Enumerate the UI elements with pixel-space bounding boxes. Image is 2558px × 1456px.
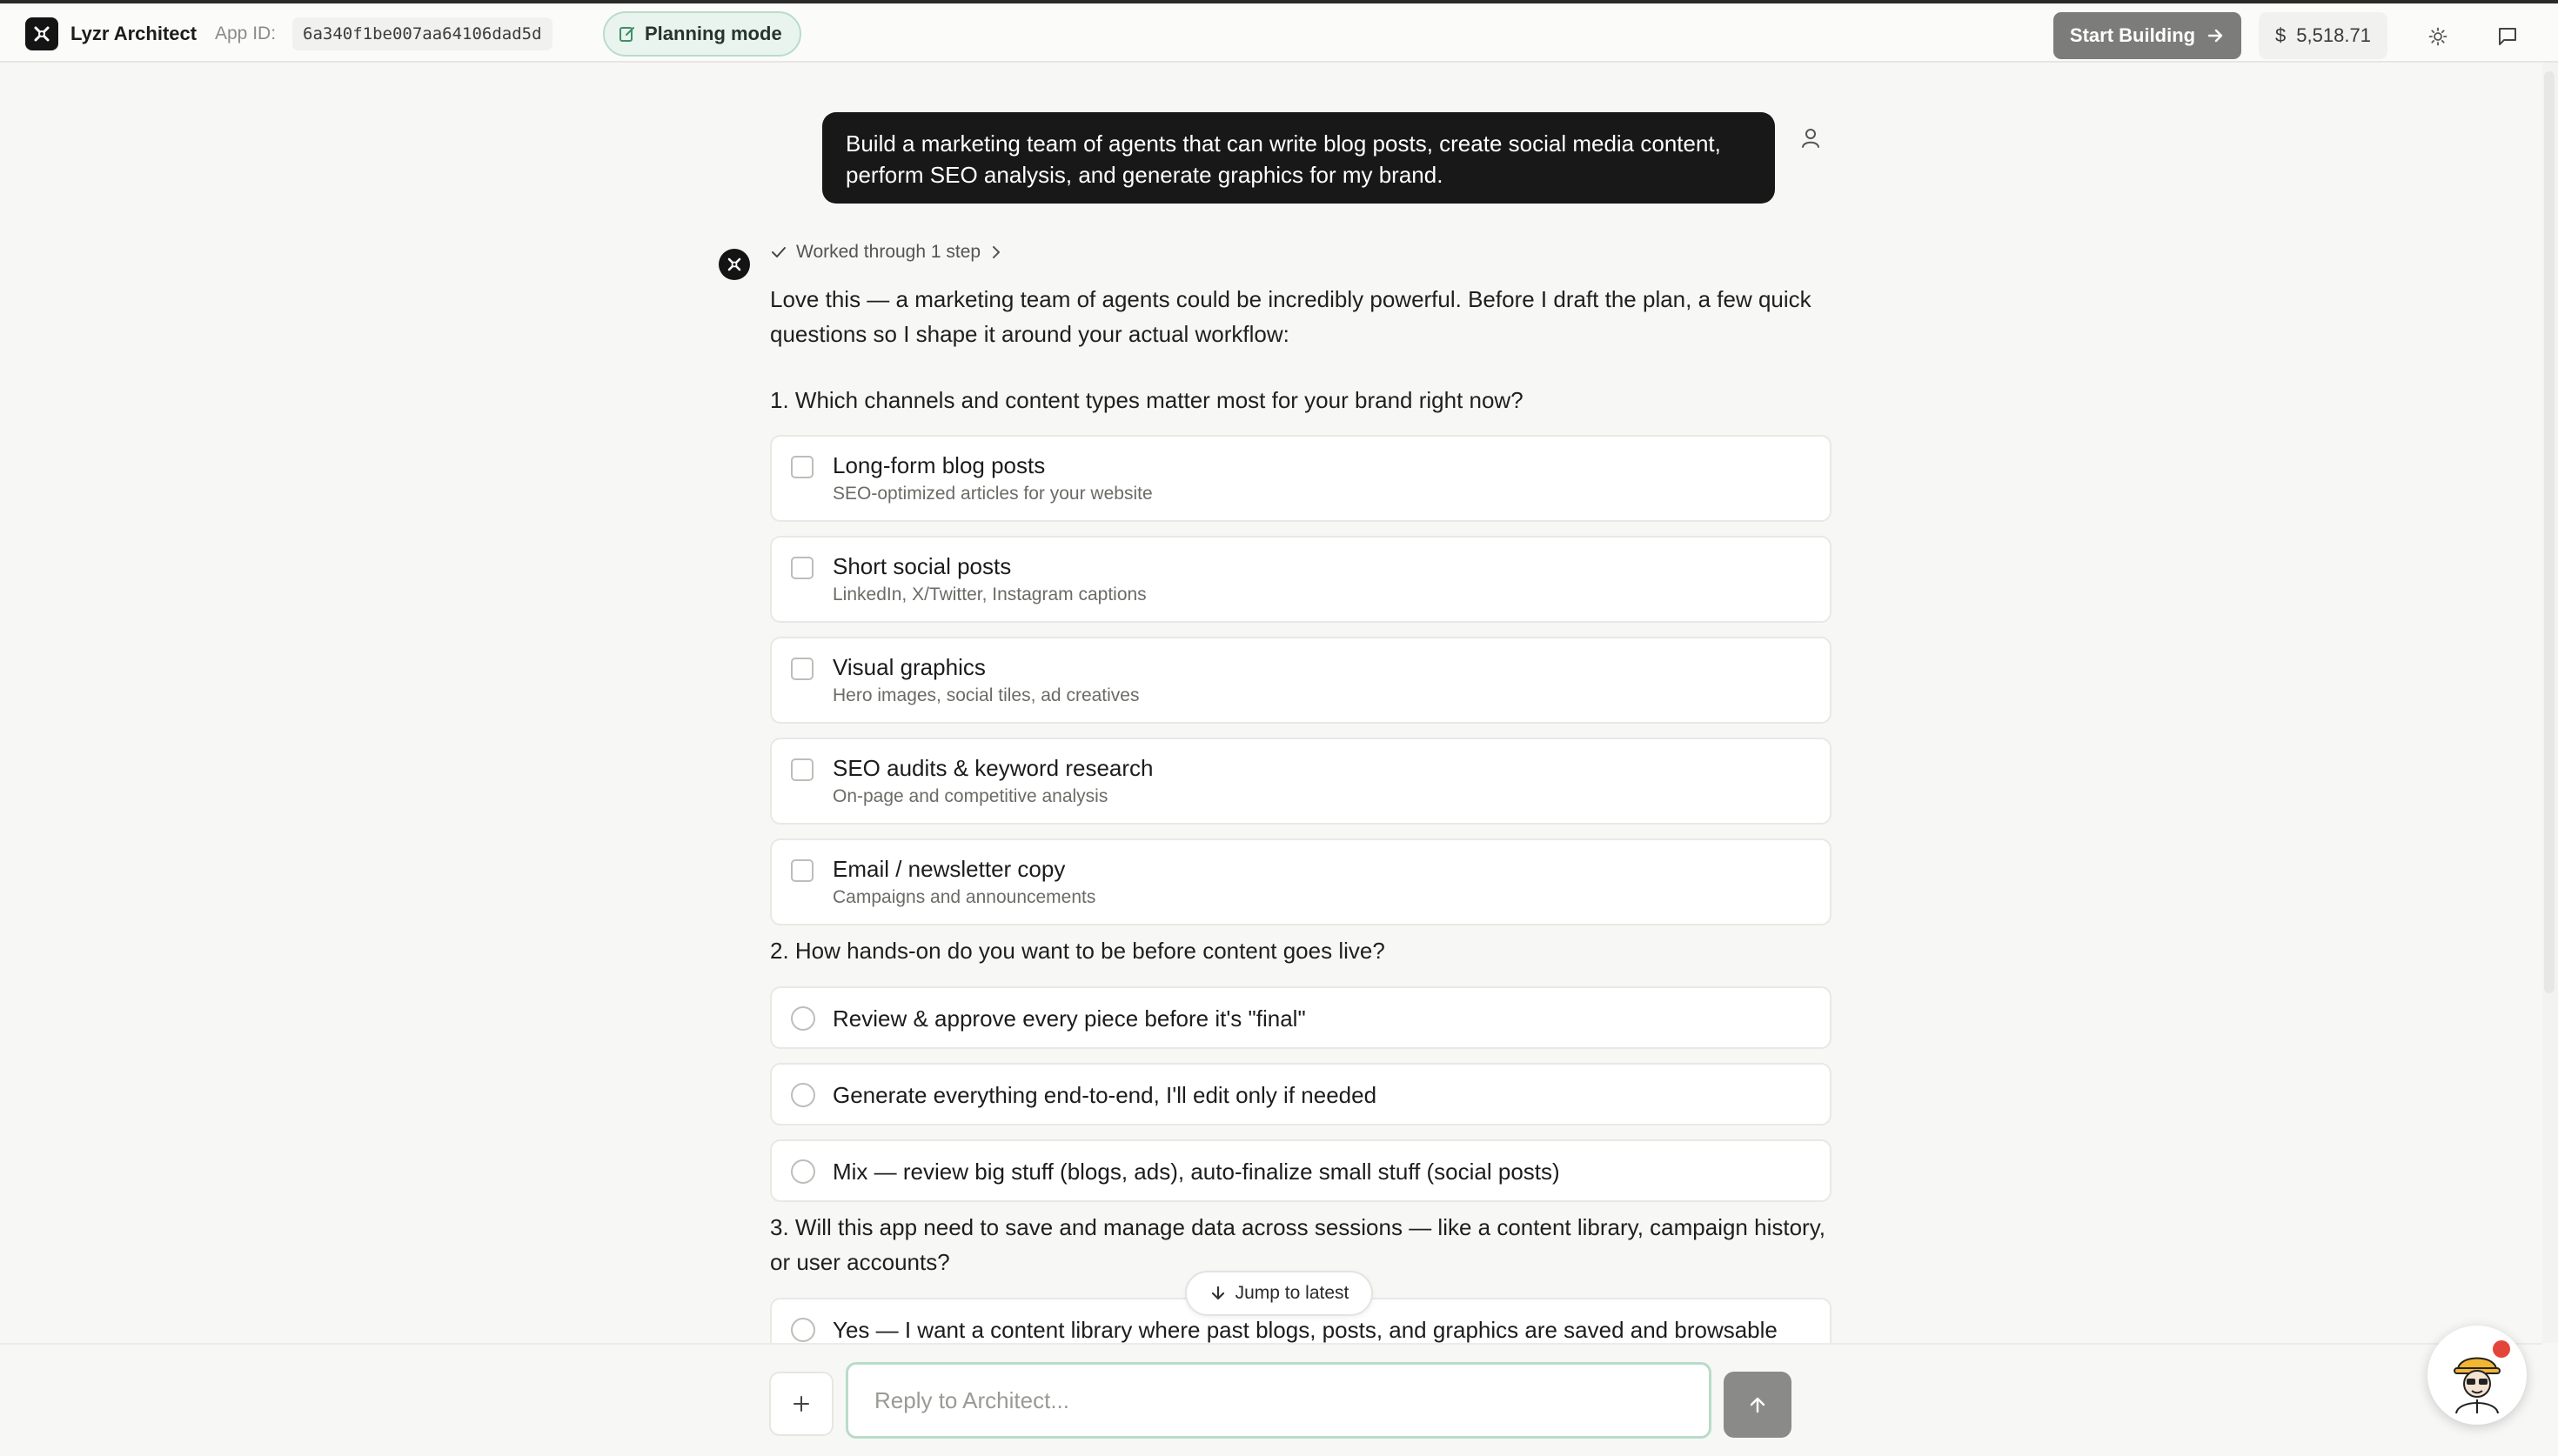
option-title: Short social posts [833, 553, 1012, 579]
option-checkbox[interactable] [791, 456, 814, 478]
radio-option[interactable] [770, 1139, 1831, 1202]
radio-button[interactable] [791, 1006, 815, 1031]
edit-note-icon [619, 25, 636, 43]
option-title: SEO audits & keyword research [833, 755, 1154, 781]
app-id-value[interactable]: 6a340f1be007aa64106dad5d [292, 17, 552, 50]
attach-button[interactable] [769, 1372, 834, 1436]
option-title: Long-form blog posts [833, 452, 1046, 478]
radio-button[interactable] [791, 1318, 815, 1342]
worked-steps-toggle[interactable] [770, 238, 1003, 266]
option-card[interactable] [770, 838, 1831, 925]
option-checkbox[interactable] [791, 859, 814, 882]
option-card[interactable] [770, 637, 1831, 724]
question-1-text: 1. Which channels and content types matter most for your brand right now? [770, 387, 1523, 413]
user-message-bubble: Build a marketing team of agents that can write blog posts, create social media content, perform SEO analysis, and generate graphics for my brand. [822, 112, 1775, 204]
radio-option-label: Review & approve every piece before it's "final" [833, 1005, 1306, 1032]
dollar-icon: $ [2275, 24, 2287, 46]
option-title: Email / newsletter copy [833, 856, 1066, 882]
arrow-right-icon [2206, 26, 2225, 45]
scrollbar-thumb[interactable] [2544, 71, 2555, 993]
reply-input[interactable] [846, 1362, 1711, 1439]
radio-option[interactable] [770, 1063, 1831, 1125]
user-avatar-icon [1798, 125, 1824, 151]
chat-bubble-icon [2496, 25, 2519, 48]
app-id-label: App ID: [215, 23, 277, 43]
feedback-button[interactable] [2490, 19, 2525, 54]
radio-button[interactable] [791, 1159, 815, 1184]
start-building-button[interactable] [2053, 12, 2241, 59]
option-title: Visual graphics [833, 654, 986, 680]
plus-icon [792, 1394, 811, 1413]
radio-option-label: Yes — I want a content library where past blogs, posts, and graphics are saved and browsable [833, 1317, 1778, 1343]
planning-mode-label: Planning mode [645, 23, 782, 44]
worked-steps-label: Worked through 1 step [796, 242, 981, 262]
option-subtitle: Campaigns and announcements [833, 887, 1096, 907]
arrow-up-icon [1747, 1394, 1768, 1415]
jump-to-latest-button[interactable] [1185, 1271, 1373, 1316]
app-name: Lyzr Architect [70, 23, 198, 44]
option-checkbox[interactable] [791, 557, 814, 579]
arrow-down-icon [1209, 1285, 1227, 1302]
lyzr-logo-icon[interactable] [25, 17, 58, 50]
architect-avatar-icon [719, 249, 750, 280]
send-button[interactable] [1724, 1372, 1791, 1438]
radio-option[interactable] [770, 986, 1831, 1049]
option-checkbox[interactable] [791, 758, 814, 781]
option-checkbox[interactable] [791, 658, 814, 680]
credits-display[interactable] [2259, 12, 2387, 59]
option-subtitle: LinkedIn, X/Twitter, Instagram captions [833, 584, 1147, 604]
start-building-label: Start Building [2069, 24, 2196, 46]
check-icon [770, 244, 787, 261]
option-card[interactable] [770, 536, 1831, 623]
credits-value: 5,518.71 [2296, 24, 2371, 46]
radio-button[interactable] [791, 1083, 815, 1107]
option-subtitle: SEO-optimized articles for your website [833, 484, 1153, 504]
sun-icon [2428, 27, 2448, 46]
option-subtitle: On-page and competitive analysis [833, 786, 1108, 806]
assistant-intro-text: Love this — a marketing team of agents could be incredibly powerful. Before I draft the plan, a few quick questions so I shape it around your actual workflow: [770, 286, 1811, 347]
option-subtitle: Hero images, social tiles, ad creatives [833, 685, 1140, 705]
question-2-text: 2. How hands-on do you want to be before content goes live? [770, 938, 1385, 964]
architect-mascot-icon[interactable] [2427, 1326, 2527, 1425]
chevron-right-icon [989, 245, 1003, 259]
radio-option-label: Generate everything end-to-end, I'll edit only if needed [833, 1082, 1377, 1108]
question-3-text: 3. Will this app need to save and manage data across sessions — like a content library, campaign history, or user accounts? [770, 1214, 1825, 1275]
planning-mode-button[interactable] [603, 11, 801, 57]
radio-option-label: Mix — review big stuff (blogs, ads), auto-finalize small stuff (social posts) [833, 1159, 1560, 1185]
theme-toggle-button[interactable] [2421, 19, 2455, 54]
top-header [0, 3, 2558, 63]
option-card[interactable] [770, 435, 1831, 522]
jump-to-latest-label: Jump to latest [1235, 1283, 1349, 1303]
option-card[interactable] [770, 738, 1831, 825]
